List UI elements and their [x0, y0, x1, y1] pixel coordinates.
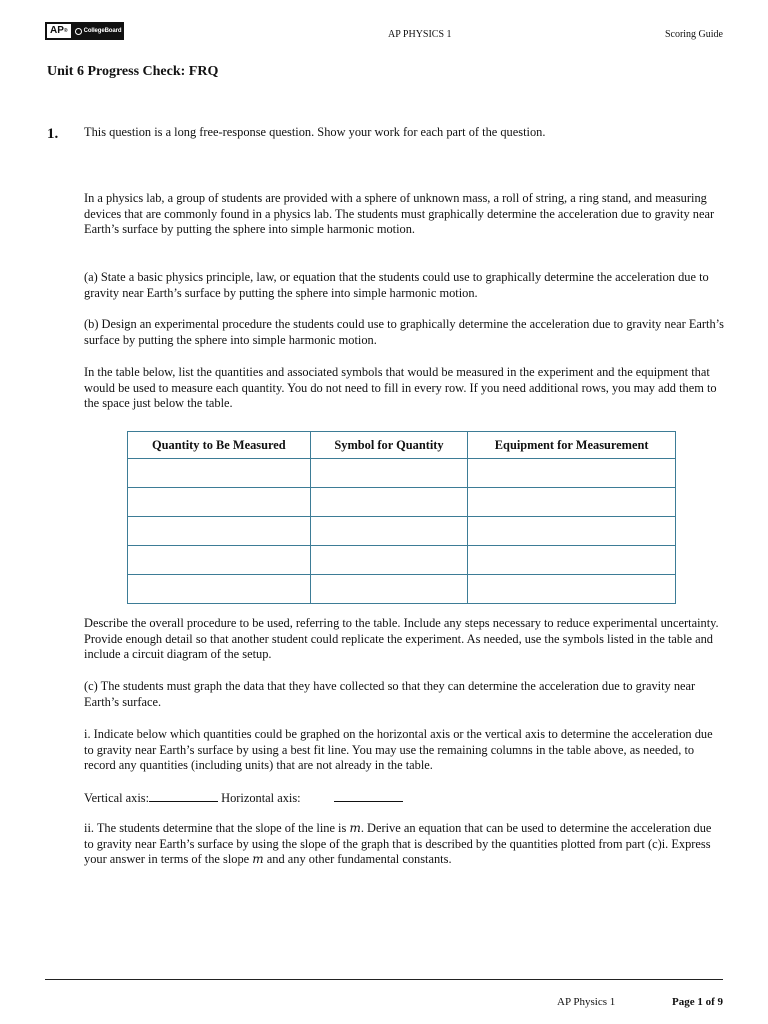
header-guide-type: Scoring Guide — [664, 29, 723, 40]
table-cell[interactable] — [128, 488, 311, 517]
table-cell[interactable] — [468, 546, 676, 575]
page-title: Unit 6 Progress Check: FRQ — [47, 64, 219, 79]
table-cell[interactable] — [128, 517, 311, 546]
table-row — [128, 459, 676, 488]
table-cell[interactable] — [468, 488, 676, 517]
table-cell[interactable] — [468, 517, 676, 546]
header-equipment: Equipment for Measurement — [468, 432, 676, 459]
header-symbol: Symbol for Quantity — [310, 432, 468, 459]
collegeboard-icon — [75, 28, 82, 35]
footer-divider — [45, 979, 723, 980]
table-instructions: In the table below, list the quantities and associated symbols that would be measured in the experiment and the equipment that would be used to measure each quantity. You do not need to fill in every row. If you need additional rows, you may add them to the space just below the table. — [84, 365, 717, 411]
slope-symbol: m — [252, 852, 264, 867]
table-header-row — [128, 432, 676, 459]
header-course: AP PHYSICS 1 — [388, 29, 452, 40]
table-cell[interactable] — [310, 546, 468, 575]
table-cell[interactable] — [128, 575, 311, 604]
table-row — [128, 546, 676, 575]
part-b-prompt: (b) Design an experimental procedure the students could use to graphically determine the acceleration due to gravity near Earth’s surface by putting the sphere into simple harmonic motion. — [84, 317, 724, 347]
header-quantity: Quantity to Be Measured — [128, 432, 311, 459]
horizontal-axis-label: Horizontal axis: — [221, 791, 301, 805]
page-number: Page 1 of 9 — [671, 996, 723, 1008]
table-cell[interactable] — [468, 575, 676, 604]
table-row — [128, 517, 676, 546]
table-cell[interactable] — [310, 459, 468, 488]
table-cell[interactable] — [468, 459, 676, 488]
table-cell[interactable] — [310, 575, 468, 604]
collegeboard-wordmark: CollegeBoard — [83, 28, 122, 34]
table-cell[interactable] — [310, 517, 468, 546]
part-c-i-prompt: i. Indicate below which quantities could be graphed on the horizontal axis or the vertical axis to determine the acceleration due to gravity near Earth’s surface by using a best fit line. You may use the remaining columns in the table above, as needed, to record any quantities (including units) that are not already in the table. — [84, 727, 713, 773]
part-a-prompt: (a) State a basic physics principle, law, or equation that the students could use to graphically determine the acceleration due to gravity near Earth’s surface by putting the sphere into simple harmonic motion. — [84, 270, 709, 300]
horizontal-axis-blank[interactable] — [334, 790, 403, 802]
ap-logo-mark: AP ® — [47, 24, 71, 38]
vertical-axis-label: Vertical axis: — [84, 791, 150, 805]
question-scenario: In a physics lab, a group of students are provided with a sphere of unknown mass, a roll of string, a ring stand, and measuring devices that are commonly found in a physics lab. The students must graphically determine the acceleration due to gravity near Earth’s surface by putting the sphere into simple harmonic motion. — [84, 191, 715, 237]
measurement-table — [127, 431, 676, 604]
table-cell[interactable] — [310, 488, 468, 517]
table-row — [128, 575, 676, 604]
question-number: 1. — [47, 126, 59, 142]
footer-course: AP Physics 1 — [557, 996, 616, 1008]
table-cell[interactable] — [128, 546, 311, 575]
vertical-axis-blank[interactable] — [149, 790, 218, 802]
axis-answer-line — [84, 790, 724, 807]
question-intro: This question is a long free-response question. Show your work for each part of the question. — [84, 125, 546, 139]
table-cell[interactable] — [128, 459, 311, 488]
part-c-ii-prompt: ii. The students determine that the slope of the line is m. Derive an equation that can be used to determine the acceleration due to gravity near Earth’s surface by using the slope of the graph that is described by the quantities plotted from part (c)i. Express your answer in terms of the slope m and any other fundamental constants. — [84, 821, 712, 867]
table-row — [128, 488, 676, 517]
slope-symbol: m — [349, 821, 361, 835]
procedure-prompt: Describe the overall procedure to be used, referring to the table. Include any steps necessary to reduce experimental uncertainty. Provide enough detail so that another student could replicate the experiment. As needed, use the symbols listed in the table and include a circuit diagram of the setup. — [84, 616, 719, 662]
part-c-prompt: (c) The students must graph the data that they have collected so that they can determine the acceleration due to gravity near Earth’s surface. — [84, 679, 696, 709]
ap-collegeboard-logo — [45, 22, 124, 40]
